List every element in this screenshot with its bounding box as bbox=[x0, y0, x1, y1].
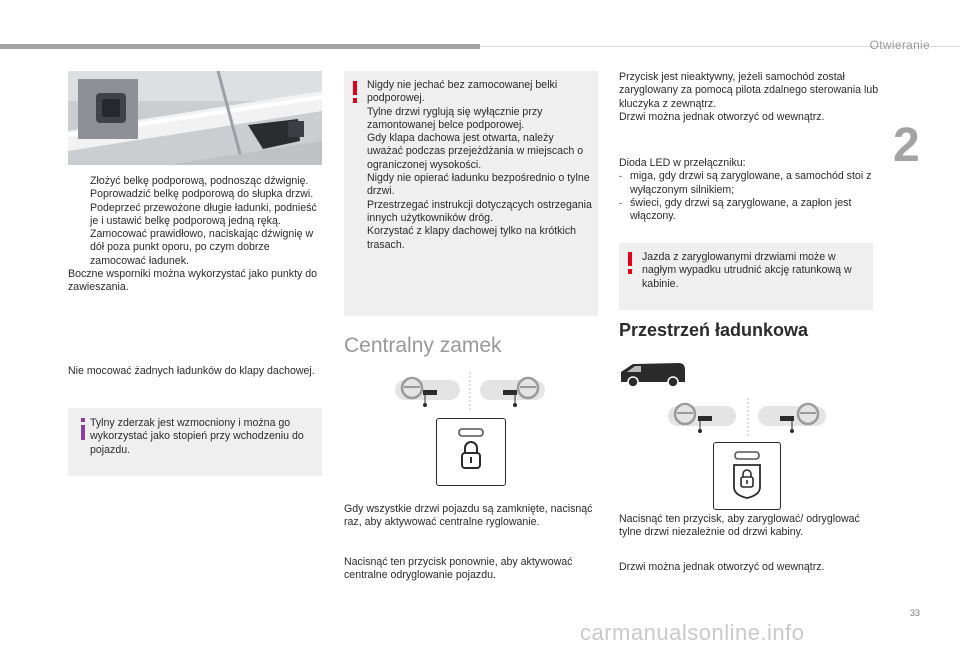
support-beam-photo bbox=[68, 71, 322, 165]
central-lock-para2: Nacisnąć ten przycisk ponownie, aby aktywować centralne odryglowanie pojazdu. bbox=[344, 556, 573, 582]
beam-instructions-list bbox=[68, 175, 322, 295]
warning-box-cabin bbox=[619, 243, 873, 310]
led-intro: Dioda LED w przełączniku: bbox=[619, 157, 746, 169]
list-item bbox=[68, 188, 322, 201]
list-item bbox=[619, 197, 879, 224]
section-title: Otwieranie bbox=[869, 38, 930, 52]
van-icon bbox=[619, 360, 689, 388]
list-item-text: Podeprzeć przewożone długie ładunki, podnieść je i ustawić belkę podporową jedną ręką. bbox=[90, 201, 317, 227]
central-lock-para1: Gdy wszystkie drzwi pojazdu są zamknięte, nacisnąć raz, aby aktywować centralne ryglowanie. bbox=[344, 503, 593, 529]
cargo-lock-note: Drzwi można jednak otworzyć od wewnątrz. bbox=[619, 561, 825, 573]
list-item-text: Zamocować prawidłowo, naciskając dźwignię w dół poza punkt oporu, po czym dobrze zamocować ładunek. bbox=[90, 228, 314, 267]
central-lock-heading: Centralny zamek bbox=[344, 334, 502, 357]
list-item-text: Poprowadzić belkę podporową do słupka drzwi. bbox=[90, 188, 314, 201]
cargo-lock-button[interactable] bbox=[713, 442, 781, 510]
header-bar bbox=[0, 44, 480, 49]
list-item bbox=[68, 202, 322, 229]
warning-icon bbox=[627, 252, 633, 274]
list-item-text: świeci, gdy drzwi są zaryglowane, a zapłon jest włączony. bbox=[630, 196, 852, 223]
led-description bbox=[619, 157, 879, 223]
lhd-rhd-dashboard-icon bbox=[395, 372, 545, 410]
warning-box bbox=[344, 71, 598, 316]
info-icon bbox=[76, 418, 90, 440]
list-item bbox=[68, 228, 322, 268]
roof-flap-note: Nie mocować żadnych ładunków do klapy dachowej. bbox=[68, 365, 315, 377]
list-item bbox=[619, 170, 879, 197]
chapter-number: 2 bbox=[893, 119, 920, 172]
cargo-lock-para: Nacisnąć ten przycisk, aby zaryglować/ odryglować tylne drzwi niezależnie od drzwi kabiny. bbox=[619, 513, 860, 539]
watermark: carmanualsonline.info bbox=[580, 620, 805, 645]
list-item bbox=[68, 175, 322, 188]
warning-icon bbox=[352, 81, 358, 103]
list-item-text: miga, gdy drzwi są zaryglowane, a samochód stoi z wyłączonym silnikiem; bbox=[630, 170, 872, 196]
warning-text: Jazda z zaryglowanymi drzwiami może w nagłym wypadku utrudnić akcję ratunkową w kabinie. bbox=[642, 251, 852, 290]
dash-marker: - bbox=[619, 171, 622, 182]
page-number: 33 bbox=[909, 608, 920, 618]
info-box bbox=[68, 408, 322, 476]
warning-text: Nigdy nie jechać bez zamocowanej belki podporowej. Tylne drzwi ryglują się wyłącznie przy zamontowanej belce podporowej. Gdy klapa dachowa jest otwarta, należy uważać podczas przejeżdżania w miejscach o ograniczonej wysokości. Nigdy nie opierać ładunku bezpośrednio o tylne drzwi. Przestrzegać instrukcji dotyczących ostrzegania innych użytkowników dróg. Korzystać z klapy dachowej tylko na krótkich trasach. bbox=[367, 79, 592, 251]
lhd-rhd-dashboard-icon bbox=[668, 398, 828, 436]
cargo-lock-icon bbox=[714, 443, 780, 509]
central-lock-button[interactable] bbox=[436, 418, 506, 486]
info-text: Tylny zderzak jest wzmocniony i można go wykorzystać jako stopień przy wchodzeniu do pojazdu. bbox=[90, 417, 304, 456]
central-lock-icon bbox=[437, 419, 505, 485]
dash-marker: - bbox=[619, 197, 622, 208]
cargo-space-heading: Przestrzeń ładunkowa bbox=[619, 320, 809, 340]
button-inactive-text: Przycisk jest nieaktywny, jeżeli samochód został zaryglowany za pomocą pilota zdalnego sterowania lub kluczyka z zewnątrz. Drzwi można jednak otworzyć od wewnątrz. bbox=[619, 71, 879, 123]
side-brackets-text: Boczne wsporniki można wykorzystać jako punkty do zawieszania. bbox=[68, 268, 318, 294]
list-item-text: Złożyć belkę podporową, podnosząc dźwignię. bbox=[90, 175, 309, 187]
